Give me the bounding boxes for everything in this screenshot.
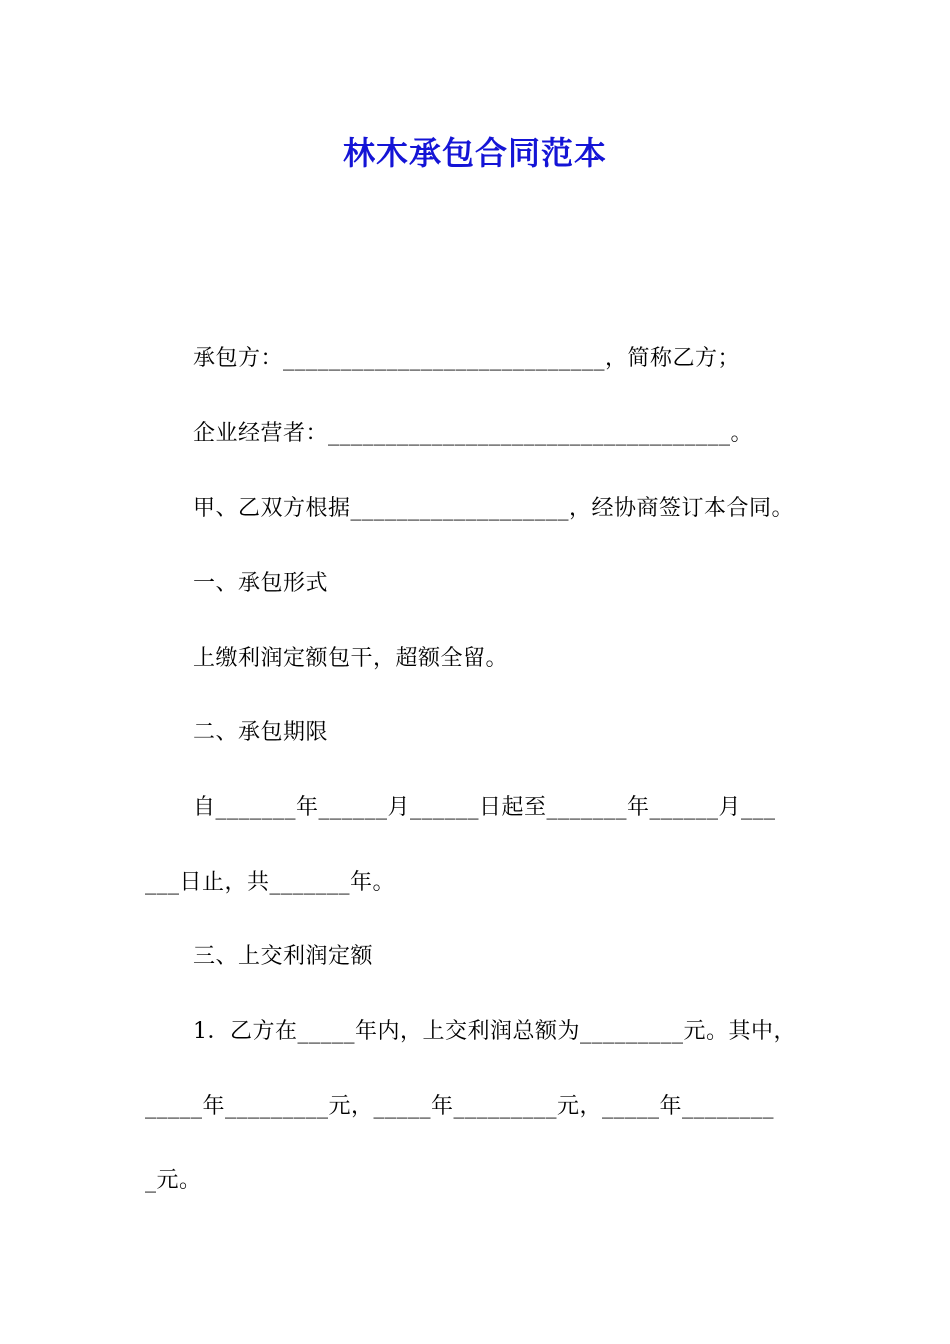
operator-line: 企业经营者：___________________________________。 <box>193 421 754 446</box>
contract-form-text: 上缴利润定额包干，超额全留。 <box>193 646 509 671</box>
section-heading-3: 三、上交利润定额 <box>193 944 374 969</box>
document-title: 林木承包合同范本 <box>342 134 607 172</box>
term-line-1: 自_______年______月______日起至_______年______月___ <box>193 795 776 820</box>
profit-line-2: _____年_________元，_____年_________元，_____年________ <box>145 1094 775 1119</box>
contractor-line: 承包方：____________________________，简称乙方； <box>193 346 741 371</box>
section-heading-1: 一、承包形式 <box>193 571 329 596</box>
section-heading-2: 二、承包期限 <box>193 720 329 745</box>
term-line-2: ___日止，共_______年。 <box>145 870 396 895</box>
profit-line-1: 1．乙方在_____年内，上交利润总额为_________元。其中， <box>193 1019 796 1044</box>
agreement-basis-line: 甲、乙双方根据___________________，经协商签订本合同。 <box>193 496 795 521</box>
profit-line-3: _元。 <box>145 1168 202 1193</box>
